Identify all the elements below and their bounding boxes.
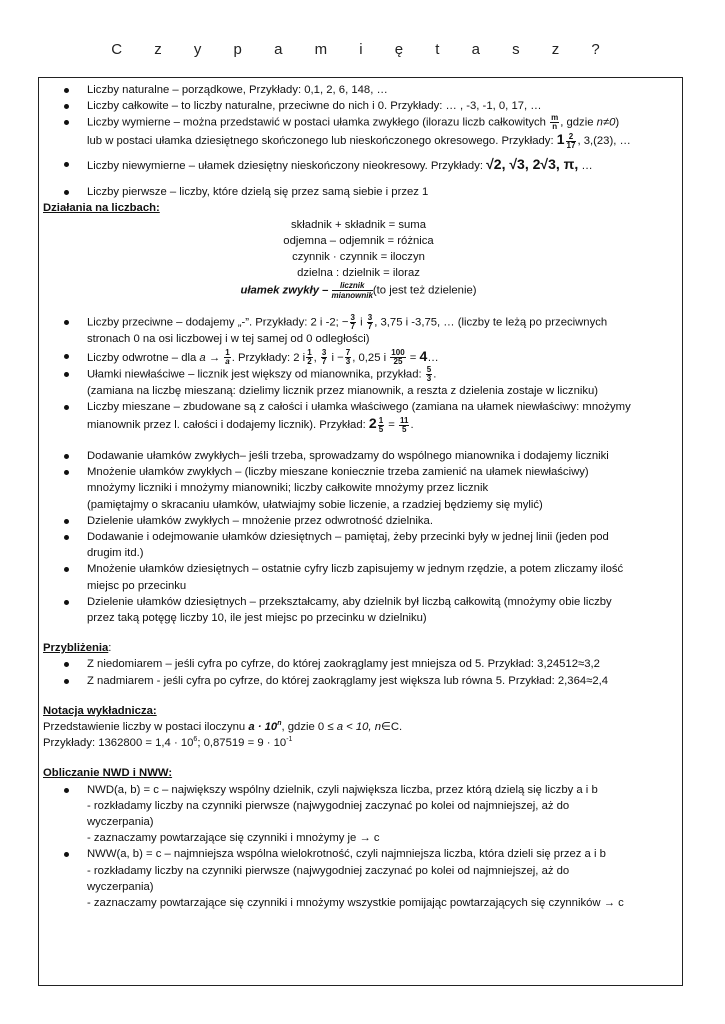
list-item: NWW(a, b) = c – najmniejsza wspólna wielokrotność, czyli najmniejsza liczba, która dzieli się przez a i b — [43, 846, 674, 862]
list-item: Liczby odwrotne – dla a → $\frac{1}{a}$. Przykłady: 2 i $\frac{1}{2}$ , $\frac{3}{7}$ i − $\frac{7}{3}$ , 0,25 i $\frac{100}{25}$ = 4… — [43, 348, 674, 367]
list-item: Liczby niewymierne – ułamek dziesiętny nieskończony nieokresowy. Przykłady: √2, √3, 2√3, π, … — [43, 156, 674, 174]
fraction-operations-list: Dodawanie ułamków zwykłych– jeśli trzeba, sprowadzamy do wspólnego mianownika i dodajemy liczniki Mnożenie ułamków zwykłych – (liczby mieszane koniecznie trzeba zamienić na ułamek niewłaściwy) mnożymy liczniki i mnożymy mianowniki; liczby całkowite mnożymy przez licznik (pamiętajmy o skracaniu ułamków, ułatwiajmy sobie liczenie, a rzadziej będziemy się mylić) Dzielenie ułamków zwykłych – mnożenie przez odwrotność dzielnika. Dodawanie i odejmowanie ułamków dziesiętnych – pamiętaj, żeby przecinki były w jednej linii (jeden pod drugim itd.) Mnożenie ułamków dziesiętnych – ostatnie cyfry liczb zapisujemy w jednym rzędzie, a potem zliczamy ilość miejsc po przecinku Dzielenie ułamków dziesiętnych – przekształcamy, aby dzielnik był liczbą całkowitą (mnożymy obie liczby przez taką potęgę liczby 10, ile jest miejsc po przecinku w dzielniku) — [43, 448, 674, 626]
list-item: Dzielenie ułamków zwykłych – mnożenie przez odwrotność dzielnika. — [43, 513, 674, 529]
list-item: Mnożenie ułamków zwykłych – (liczby mieszane koniecznie trzeba zamienić na ułamek niewłaściwy) — [43, 464, 674, 480]
section-heading-przyblizenia: Przybliżenia: — [43, 642, 112, 655]
list-item: Liczby wymierne – można przedstawić w postaci ułamka zwykłego (ilorazu liczb całkowitych $\frac{m}{n}$ , gdzie n≠0) — [43, 114, 674, 131]
list-item-continuation: lub w postaci ułamka dziesiętnego skończonego lub nieskończonego okresowego. Przykłady: 1 $\frac{2}{17}$ , 3,(23), … — [87, 131, 631, 150]
notation-examples: Przykłady: $1362800 = 1,4 \cdot 10^6$; $0,87519 = 9 \cdot 10^{-1}$ — [43, 736, 293, 750]
irrational-examples: √2, √3, 2√3, π, — [486, 155, 579, 172]
list-item-continuation: mianownik przez l. całości i dodajemy licznik). Przykład: 2 $\frac{1}{5}$ = $\frac{11}{5}$ . — [87, 415, 414, 434]
operations-block: składnik + składnik = suma odjemna – odjemnik = różnica czynnik · czynnik = iloczyn dzielna : dzielnik = iloraz ułamek zwykły – licznik mianownik (to jest też dzielenie) — [43, 217, 674, 301]
list-item-continuation: stronach 0 na osi liczbowej i w tej samej od 0 odległości) — [87, 333, 370, 346]
list-item: Liczby pierwsze – liczby, które dzielą się przez samą siebie i przez 1 — [43, 184, 674, 200]
section-heading-nwd: Obliczanie NWD i NWW: — [43, 767, 173, 780]
section-heading-notacja: Notacja wykładnicza: — [43, 704, 157, 717]
list-item: Liczby naturalne – porządkowe, Przykłady: 0,1, 2, 6, 148, … — [43, 82, 674, 98]
list-item: Dzielenie ułamków dziesiętnych – przekształcamy, aby dzielnik był liczbą całkowitą (mnożymy obie liczby — [43, 594, 674, 610]
fraction-m-n: $\frac{m}{n}$ — [551, 113, 559, 132]
page-title: C z y p a m i ę t a s z ? — [111, 41, 614, 58]
list-item: Dodawanie i odejmowanie ułamków dziesiętnych – pamiętaj, żeby przecinki były w jednej linii (jeden pod — [43, 529, 674, 545]
list-item: Liczby całkowite – to liczby naturalne, przeciwne do nich i 0. Przykłady: … , -3, -1, 0, 17, … — [43, 98, 674, 114]
list-item: NWD(a, b) = c – największy wspólny dzielnik, czyli największa liczba, przez którą dzielą się liczby a i b — [43, 782, 674, 798]
content-frame: Liczby naturalne – porządkowe, Przykłady: 0,1, 2, 6, 148, … Liczby całkowite – to liczby naturalne, przeciwne do nich i 0. Przykłady: … , -3, -1, 0, 17, … Liczby wymierne – można przedstawić w postaci ułamka zwykłego (ilorazu liczb całkowitych $\frac{m}{n}$ , gdzie n≠0) lub w postaci ułamka dziesiętnego skończonego lub nieskończonego okresowego. Przykłady: 1 $\frac{2}{17}$ , 3,(23), … Liczby niewymierne – ułamek dziesiętny nieskończony nieokresowy. Przykłady: √2, √3, 2√3, π, … Liczby pierwsze – liczby, które dzielą się przez samą siebie i przez 1 Działania na liczbach: składnik + składnik = suma odjemna – odjemnik = różnica czynnik · czynnik = iloczyn dzielna : dzielnik = iloraz ułamek zwykły – licznik mianownik (to jest też dzielenie) Liczby przeciwne – dodajemy „-”. Przykłady: 2 i -2; − $\frac{3}{7}$ i $\frac{3}{7}$ , 3,75 i -3,75, … (liczby te leżą po przeciwnych stronach 0 na osi liczbowej i w tej samej od 0 odległości) Liczby odwrotne – dla a → $\frac{1}{a}$. Przykłady: 2 i $\frac{1}{2}$ , $\frac{3}{7}$ i − $\frac{7}{3}$ , 0,25 i $\frac{100}{25}$ = 4… Ułamki niewłaściwe – licznik jest większy od mianownika, przykład: $\frac{5}{3}$ . (zamiana na liczbę mieszaną: dzielimy licznik przez mianownik, a reszta z dzielenia zostaje w liczniku) Liczby mieszane – zbudowane są z całości i ułamka właściwego (zamiana na ułamek niewłaściwy: mnożymy mianownik przez l. całości i dodajemy licznik). Przykład: 2 $\frac{1}{5}$ = $\frac{11}{5}$ . Dodawanie ułamków zwykłych– jeśli trzeba, sprowadzamy do wspólnego mianownika i dodajemy liczniki Mnożenie ułamków zwykłych – (liczby mieszane koniecznie trzeba zamienić na ułamek niewłaściwy) mnożymy liczniki i mnożymy mianowniki; liczby całkowite mnożymy przez licznik (pamiętajmy o skracaniu ułamków, ułatwiajmy sobie liczenie, a rzadziej będziemy się mylić) Dzielenie ułamków zwykłych – mnożenie przez odwrotność dzielnika. Dodawanie i odejmowanie ułamków dziesiętnych – pamiętaj, żeby przecinki były w jednej linii (jeden pod drugim itd.) Mnożenie ułamków dziesiętnych – ostatnie cyfry liczb zapisujemy w jednym rzędzie, a potem zliczamy ilość miejsc po przecinku Dzielenie ułamków dziesiętnych – przekształcamy, aby dzielnik był liczbą całkowitą (mnożymy obie liczby przez taką potęgę liczby 10, ile jest miejsc po przecinku w dzielniku) Przybliżenia: Z niedomiarem – jeśli cyfra po cyfrze, do której zaokrąglamy jest mniejsza od 5. Przykład: 3,24512≈3,2 Z nadmiarem - jeśli cyfra po cyfrze, do której zaokrąglamy jest większa lub równa 5. Przykład: 2,364≈2,4 Notacja wykładnicza: Przedstawienie liczby w postaci iloczynu $a \cdot 10^n$, gdzie 0 ≤ a < 10, n∈C. Przykłady: $1362800 = 1,4 \cdot 10^6$; $0,87519 = 9 \cdot 10^{-1}$ Obliczanie NWD i NWW: NWD(a, b) = c – największy wspólny dzielnik, czyli największa liczba, przez którą dzielą się liczby a i b - rozkładamy liczby na czynniki pierwsze (najwygodniej zaczynać po kolei od najmniejszej, aż do wyczerpania) - zaznaczamy powtarzające się czynniki i mnożymy je → c NWW(a, b) = c – najmniejsza wspólna wielokrotność, czyli najmniejsza liczba, która dzieli się przez a i b - rozkładamy liczby na czynniki pierwsze (najwygodniej zaczynać po kolei od najmniejszej, aż do wyczerpania) - zaznaczamy powtarzające się czynniki i mnożymy wszystkie pomijając powtarzających się czynników → c — [38, 77, 683, 986]
number-types-list — [43, 82, 674, 150]
list-item-continuation: (zamiana na liczbę mieszaną: dzielimy licznik przez mianownik, a reszta z dzielenia zostaje w liczniku) — [87, 385, 599, 398]
list-item: Z niedomiarem – jeśli cyfra po cyfrze, do której zaokrąglamy jest mniejsza od 5. Przykład: 3,24512≈3,2 — [43, 656, 674, 672]
fraction-definition: ułamek zwykły – licznik mianownik (to jest też dzielenie) — [240, 281, 477, 301]
list-item: Liczby mieszane – zbudowane są z całości i ułamka właściwego (zamiana na ułamek niewłaściwy: mnożymy — [43, 399, 674, 415]
list-item: Ułamki niewłaściwe – licznik jest większy od mianownika, przykład: $\frac{5}{3}$ . — [43, 366, 674, 383]
list-item: Dodawanie ułamków zwykłych– jeśli trzeba, sprowadzamy do wspólnego mianownika i dodajemy liczniki — [43, 448, 674, 464]
list-item: Liczby przeciwne – dodajemy „-”. Przykłady: 2 i -2; − $\frac{3}{7}$ i $\frac{3}{7}$ , 3,75 i -3,75, … (liczby te leżą po przeciwnych — [43, 314, 674, 331]
section-heading-dzialania: Działania na liczbach: — [43, 202, 160, 215]
list-item: Mnożenie ułamków dziesiętnych – ostatnie cyfry liczb zapisujemy w jednym rzędzie, a potem zliczamy ilość — [43, 561, 674, 577]
notation-definition: Przedstawienie liczby w postaci iloczynu $a \cdot 10^n$, gdzie 0 ≤ a < 10, n∈C. — [43, 720, 403, 734]
fraction-2-17: $\frac{2}{17}$ — [566, 131, 576, 150]
list-item: Z nadmiarem - jeśli cyfra po cyfrze, do której zaokrąglamy jest większa lub równa 5. Przykład: 2,364≈2,4 — [43, 673, 674, 689]
